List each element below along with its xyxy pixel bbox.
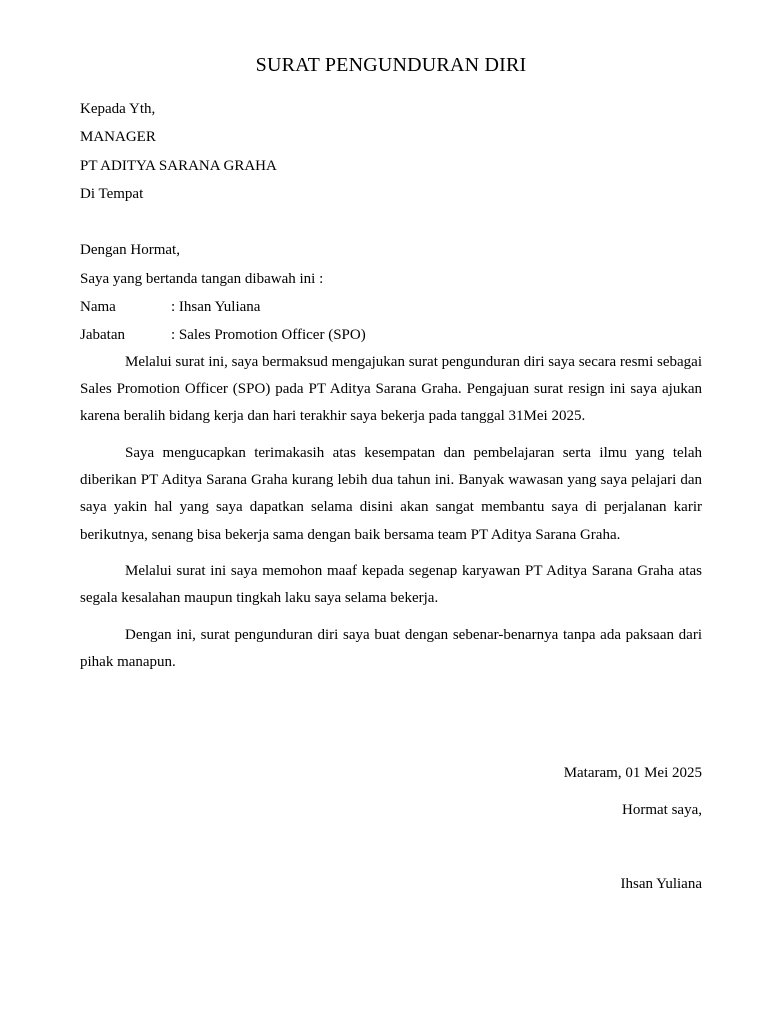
- position-field: [80, 327, 366, 344]
- recipient-greeting: Kepada Yth,: [80, 101, 156, 117]
- closing-regards: Hormat saya,: [622, 802, 702, 818]
- body-paragraph: Melalui surat ini, saya bermaksud mengajukan surat pengunduran diri saya secara resmi sebagai Sales Promotion Officer (SPO) pada PT Aditya Sarana Graha. Pengajuan surat resign ini saya ajukan karena beralih bidang kerja dan hari terakhir saya bekerja pada tanggal 31Mei 2025.: [80, 354, 702, 425]
- recipient-company: PT ADITYA SARANA GRAHA: [80, 158, 277, 174]
- body-paragraph: Melalui surat ini saya memohon maaf kepada segenap karyawan PT Aditya Sarana Graha atas segala kesalahan maupun tingkah laku saya selama bekerja.: [80, 563, 702, 607]
- name-field: [80, 299, 260, 316]
- body-paragraph: Saya mengucapkan terimakasih atas kesempatan dan pembelajaran serta ilmu yang telah diberikan PT Aditya Sarana Graha kurang lebih dua tahun ini. Banyak wawasan yang saya pelajari dan saya yakin hal yang saya dapatkan selama disini akan sangat membantu saya di perjalanan karir berikutnya, senang bisa bekerja sama dengan baik bersama team PT Aditya Sarana Graha.: [80, 445, 702, 543]
- name-label: Nama: [80, 299, 116, 315]
- signature-name: Ihsan Yuliana: [620, 876, 702, 892]
- salutation: Dengan Hormat,: [80, 242, 180, 258]
- letter-title: SURAT PENGUNDURAN DIRI: [255, 54, 527, 76]
- position-value: : Sales Promotion Officer (SPO): [171, 327, 366, 343]
- recipient-position: MANAGER: [80, 129, 156, 145]
- body-paragraph: Dengan ini, surat pengunduran diri saya buat dengan sebenar-benarnya tanpa ada paksaan dari pihak manapun.: [80, 627, 702, 671]
- position-label: Jabatan: [80, 327, 125, 343]
- name-value: : Ihsan Yuliana: [171, 299, 261, 315]
- recipient-place: Di Tempat: [80, 186, 144, 202]
- intro-line: Saya yang bertanda tangan dibawah ini :: [80, 271, 324, 287]
- place-date: Mataram, 01 Mei 2025: [563, 765, 702, 781]
